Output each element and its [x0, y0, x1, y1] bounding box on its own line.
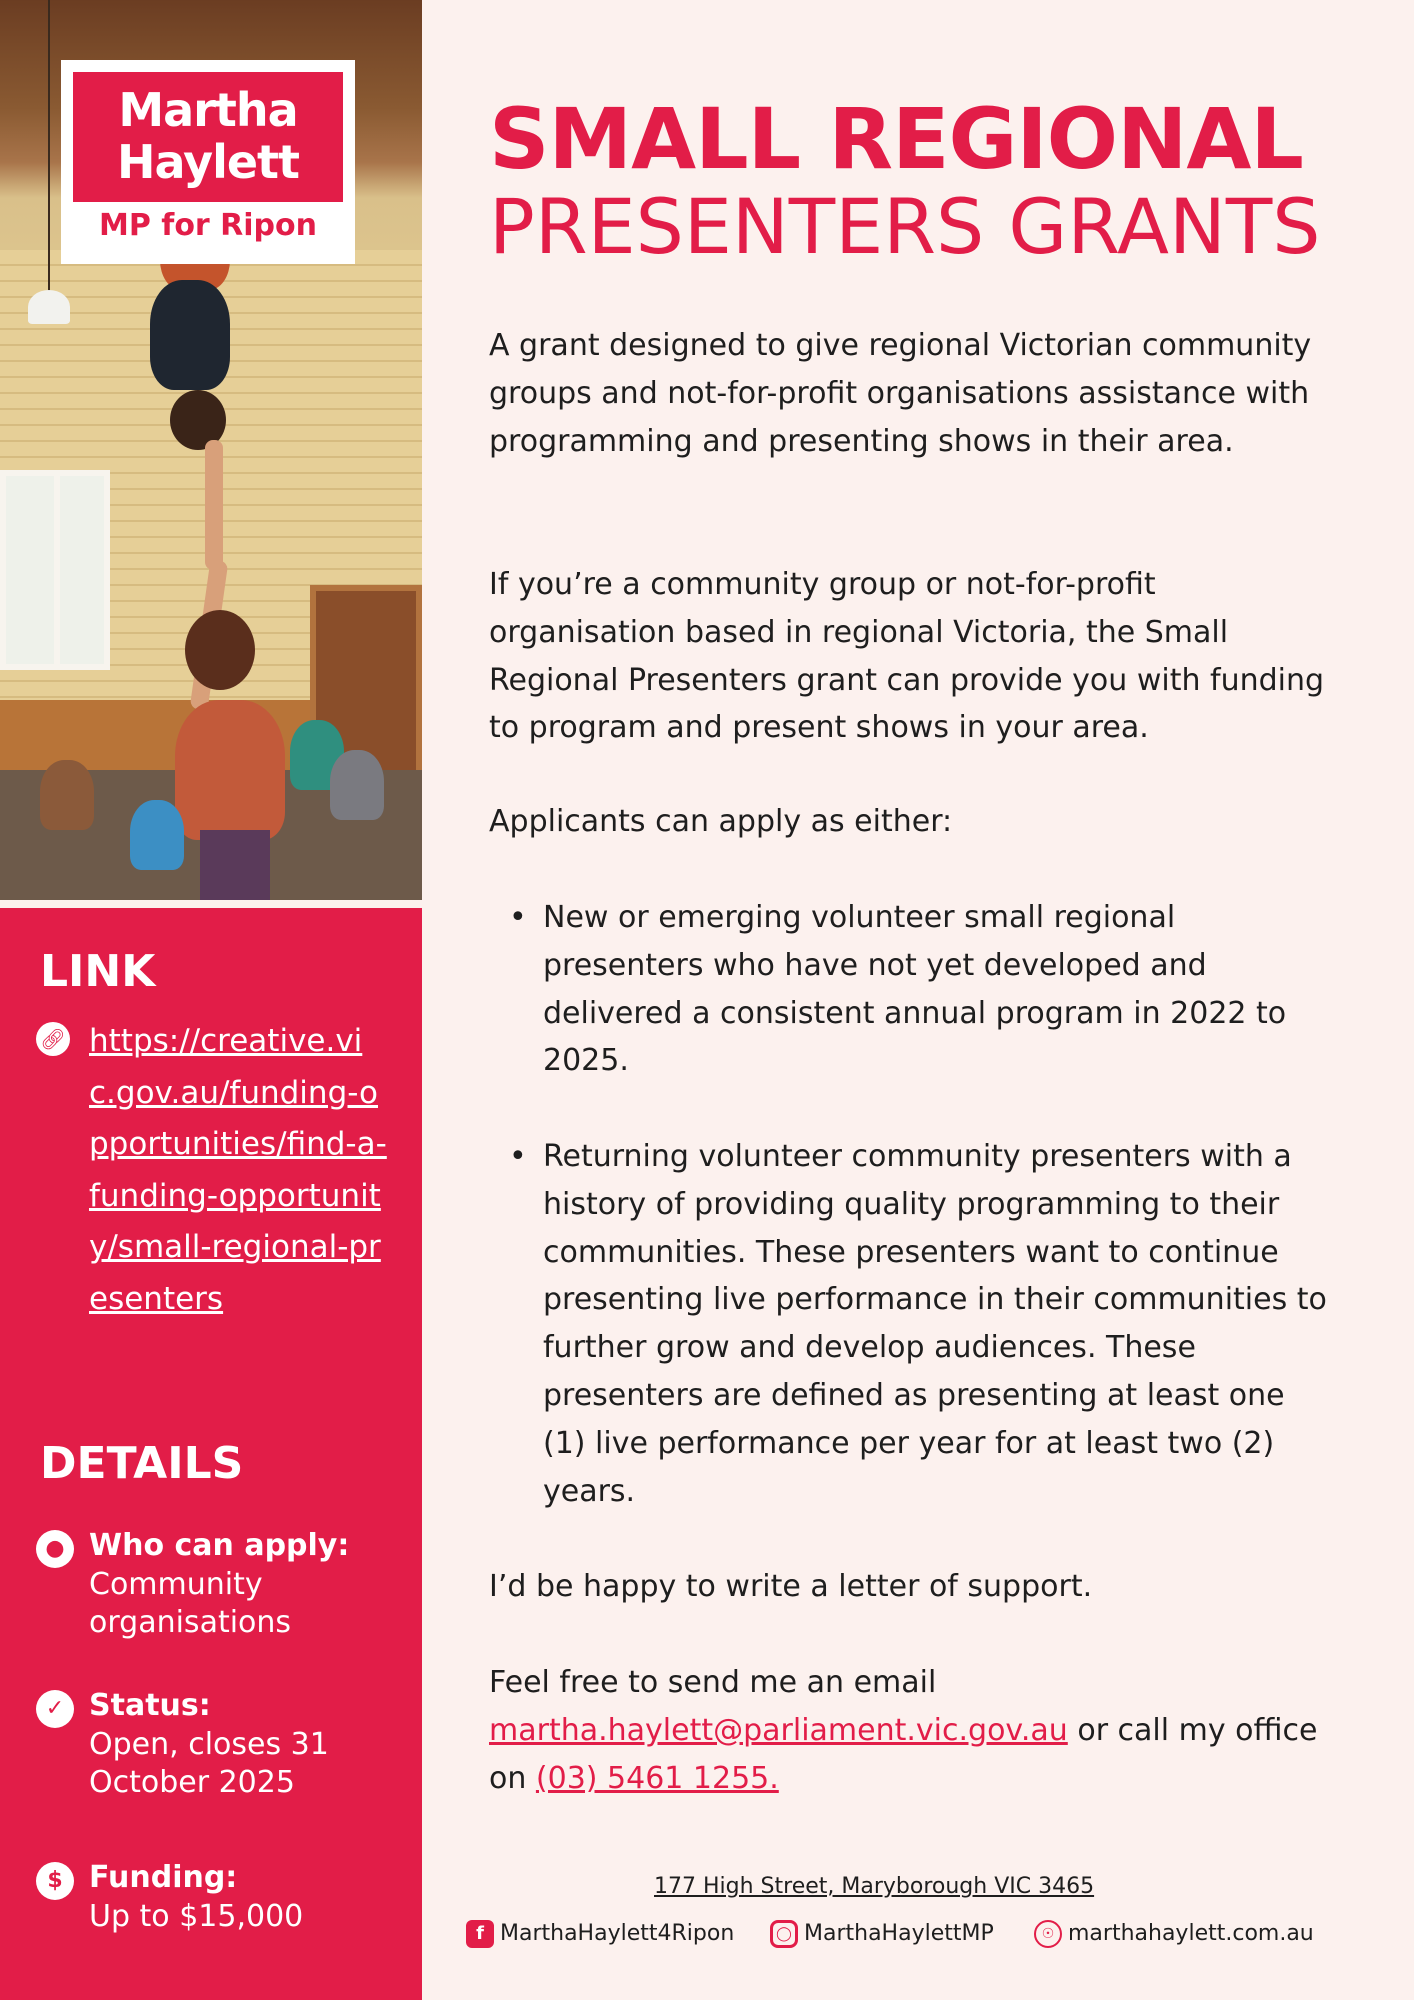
grant-link[interactable]: https://creative.vic.gov.au/funding-opportunities/find-a-funding-opportunity/small-regional-presenters — [89, 1023, 387, 1317]
contact-paragraph: Feel free to send me an email martha.haylett@parliament.vic.gov.au or call my office on (03) 5461 1255. — [489, 1665, 1318, 1796]
support-paragraph: I’d be happy to write a letter of support. — [489, 1569, 1093, 1604]
instagram-icon: ◯ — [770, 1920, 798, 1948]
globe-icon: ☉ — [1034, 1920, 1062, 1948]
eligibility-paragraph: If you’re a community group or not-for-profit organisation based in regional Victoria, the Small Regional Presenters grant can provide you with funding to program and present shows in your area. — [489, 567, 1325, 746]
facebook-handle[interactable]: f MarthaHaylett4Ripon — [466, 1920, 734, 1948]
apply-as-paragraph: Applicants can apply as either: — [489, 804, 953, 839]
acrobat-top — [150, 280, 230, 390]
dollar-icon: $ — [36, 1862, 74, 1900]
left-column — [0, 0, 422, 2000]
list-item-returning-presenters: • Returning volunteer community presenters with a history of providing quality programming to their communities. These presenters want to continue presenting live performance in their communities to further grow and develop audiences. These presenters are defined as presenting at least one (1) live performance per year for at least two (2) years. — [543, 1133, 1333, 1515]
person-icon: ● — [36, 1530, 74, 1568]
list-item-new-presenters: • New or emerging volunteer small regional presenters who have not yet developed and delivered a consistent annual program in 2022 to 2025. — [543, 894, 1333, 1085]
title-line-1: SMALL REGIONAL — [489, 90, 1303, 188]
check-icon: ✓ — [36, 1690, 74, 1728]
email-link[interactable]: martha.haylett@parliament.vic.gov.au — [489, 1712, 1068, 1748]
footer-address: 177 High Street, Maryborough VIC 3465 — [654, 1874, 1095, 1899]
details-heading: DETAILS — [40, 1438, 244, 1489]
window — [0, 470, 110, 670]
sidebar: LINK 🔗︎ https://creative.vic.gov.au/funding-opportunities/find-a-funding-opportunity/small-regional-presenters DETAILS ● Who can apply: Community organisations ✓ Status: Open, closes 31 October 2025 $ Funding: Up to $15,000 — [0, 908, 422, 2000]
website-link[interactable]: ☉ marthahaylett.com.au — [1034, 1920, 1314, 1948]
title-line-2: PRESENTERS GRANTS — [489, 182, 1321, 271]
logo-subtitle: MP for Ripon — [98, 208, 317, 243]
acrobat-base — [175, 700, 285, 840]
intro-paragraph: A grant designed to give regional Victorian community groups and not-for-profit organisations assistance with programming and presenting shows in their area. — [489, 328, 1312, 459]
phone-link[interactable]: (03) 5461 1255. — [535, 1760, 779, 1796]
link-heading: LINK — [40, 946, 156, 997]
logo-name: Martha Haylett — [73, 72, 343, 202]
facebook-icon: f — [466, 1920, 494, 1948]
logo — [61, 60, 355, 264]
pendant-lamp — [28, 290, 70, 324]
instagram-handle[interactable]: ◯ MarthaHaylettMP — [770, 1920, 994, 1948]
link-icon: 🔗︎ — [36, 1022, 70, 1056]
